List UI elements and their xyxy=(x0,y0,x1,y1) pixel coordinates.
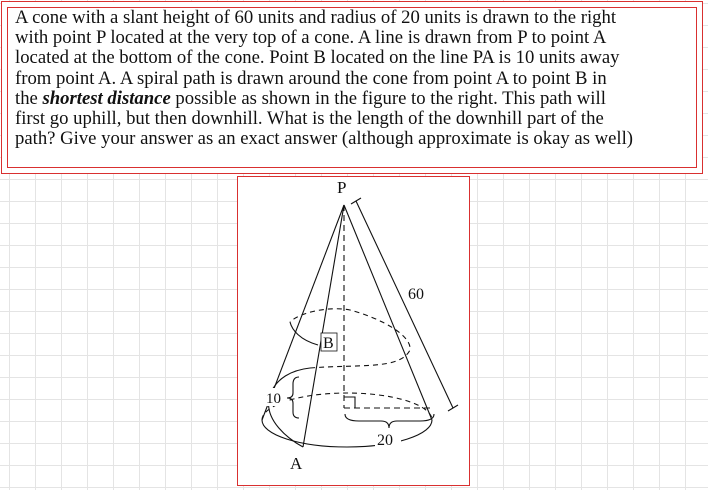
right-angle-mark xyxy=(344,397,355,408)
problem-line-3: located at the bottom of the cone. Point B located on the line PA is 10 units away xyxy=(15,47,620,69)
problem-line-1: A cone with a slant height of 60 units and radius of 20 units is drawn to the right xyxy=(15,7,617,28)
problem-line-5-end: possible as shown in the figure to the right. This path will xyxy=(170,87,606,109)
problem-line-2: with point P located at the very top of a cone. A line is drawn from P to point A xyxy=(15,27,607,49)
label-segment: 10 xyxy=(266,391,281,407)
radius-brace xyxy=(345,414,434,428)
slant-dimension-tick-bottom xyxy=(448,405,458,411)
label-slant-box xyxy=(406,284,432,304)
problem-line-6: first go uphill, but then downhill. What is the length of the downhill part of the xyxy=(15,108,604,130)
problem-line-7: path? Give your answer as an exact answer (although approximate is okay as well) xyxy=(15,128,634,150)
slant-dimension-line xyxy=(356,201,453,408)
segment-brace xyxy=(287,377,299,418)
label-a: A xyxy=(290,454,303,473)
slant-dimension-tick-top xyxy=(351,198,361,204)
problem-line-5-start: the xyxy=(15,87,43,109)
spiral-path-back xyxy=(290,309,410,368)
cone-base-front xyxy=(262,420,432,447)
label-b: B xyxy=(323,335,334,352)
line-pa xyxy=(303,205,344,447)
problem-line-4: from point A. A spiral path is drawn around the cone from point A to point B in xyxy=(15,67,607,89)
emphasis-shortest-distance: shortest distance xyxy=(42,87,171,109)
spiral-path-upper xyxy=(290,322,318,345)
label-segment-box xyxy=(264,388,286,407)
label-radius-box xyxy=(375,430,401,449)
label-b-box xyxy=(321,333,337,352)
label-radius: 20 xyxy=(377,432,393,449)
label-slant: 60 xyxy=(408,286,424,303)
cone-left-side xyxy=(262,205,344,420)
spiral-path-front xyxy=(269,368,310,447)
label-p: P xyxy=(337,178,347,197)
